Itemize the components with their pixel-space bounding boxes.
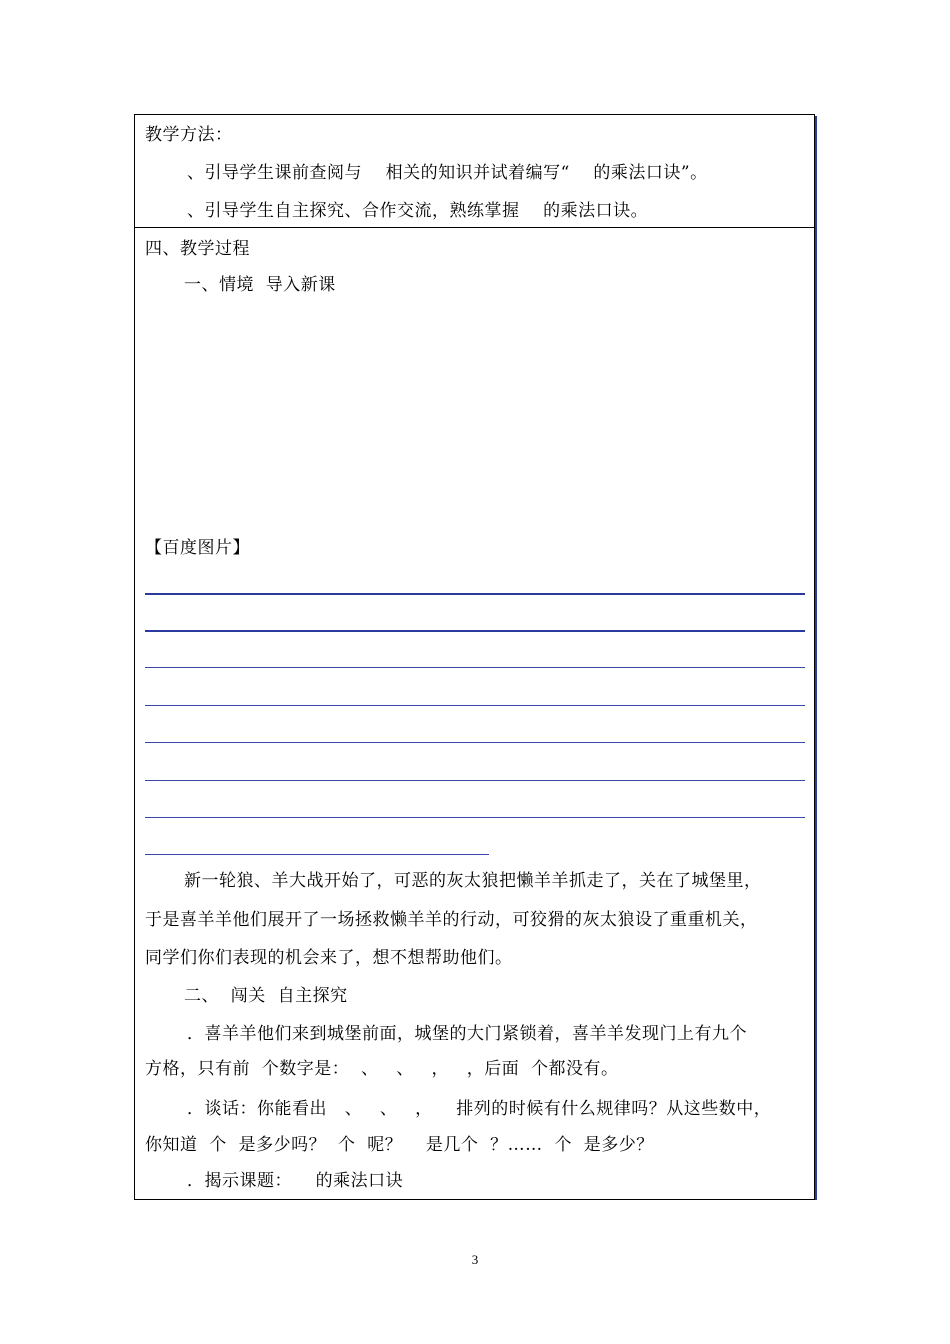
methods-heading: 教学方法： xyxy=(145,125,233,145)
story-line-2: 于是喜羊羊他们展开了一场拯救懒羊羊的行动，可狡猾的灰太狼设了重重机关， xyxy=(145,910,758,930)
ruled-line xyxy=(145,705,805,706)
story-line-3: 同学们你们表现的机会来了，想不想帮助他们。 xyxy=(145,948,513,968)
ruled-line xyxy=(145,817,805,818)
ruled-line xyxy=(145,780,805,781)
paragraph-1-line-2: 方格，只有前 个数字是： 、 、 ， ，后面 个都没有。 xyxy=(145,1059,619,1079)
paragraph-2-line-1: ．谈话：你能看出 、 、 ， 排列的时候有什么规律吗？从这些数中， xyxy=(187,1099,772,1119)
process-heading: 四、教学过程 xyxy=(145,239,250,259)
story-line-1: 新一轮狼、羊大战开始了，可恶的灰太狼把懒羊羊抓走了，关在了城堡里， xyxy=(184,871,762,891)
ruled-line xyxy=(145,630,805,632)
table-edge-shadow xyxy=(815,116,817,1200)
paragraph-1-line-1: ．喜羊羊他们来到城堡前面，城堡的大门紧锁着，喜羊羊发现门上有九个 xyxy=(187,1024,747,1044)
image-caption: 【百度图片】 xyxy=(145,538,250,558)
section-2-heading: 二、 闯关 自主探究 xyxy=(184,986,348,1006)
methods-item-2: 、引导学生自主探究、合作交流，熟练掌握 的乘法口诀。 xyxy=(187,201,649,221)
ruled-line xyxy=(145,742,805,743)
ruled-line xyxy=(145,667,805,668)
table-row-divider xyxy=(134,227,815,228)
page-number: 3 xyxy=(471,1252,479,1267)
methods-item-1: 、引导学生课前查阅与 相关的知识并试着编写“ 的乘法口诀”。 xyxy=(187,163,708,183)
paragraph-3: ．揭示课题： 的乘法口诀 xyxy=(187,1171,404,1191)
section-1-heading: 一、情境 导入新课 xyxy=(184,275,336,295)
ruled-line-short xyxy=(145,854,489,855)
ruled-line xyxy=(145,593,805,595)
paragraph-2-line-2: 你知道 个 是多少吗？ 个 呢？ 是几个 ？…… 个 是多少？ xyxy=(145,1135,654,1155)
